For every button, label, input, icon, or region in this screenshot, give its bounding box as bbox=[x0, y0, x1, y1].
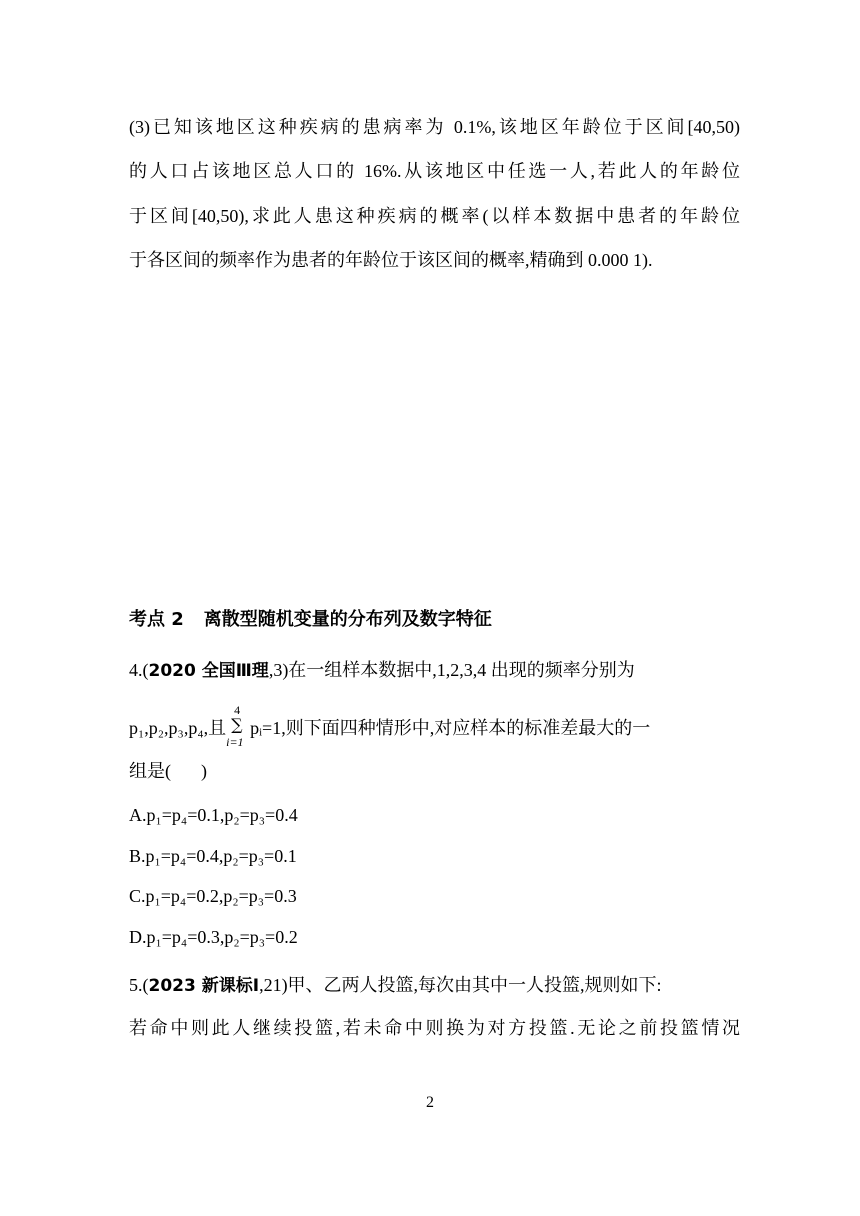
q4-after-sum: pᵢ=1,则下面四种情形中,对应样本的标准差最大的一 bbox=[250, 718, 651, 738]
question-5-line-1 bbox=[129, 973, 662, 998]
question-4-line-1 bbox=[129, 658, 635, 683]
option-b: B.p₁=p₄=0.4,p₂=p₃=0.1 bbox=[129, 846, 297, 866]
part3-line-3: 于区间[40,50),求此人患这种疾病的概率(以样本数据中患者的年龄位 bbox=[129, 206, 740, 226]
section-label: 考点 2 bbox=[129, 609, 184, 630]
section-title: 离散型随机变量的分布列及数字特征 bbox=[203, 609, 492, 630]
option-d: D.p₁=p₄=0.3,p₂=p₃=0.2 bbox=[129, 927, 298, 947]
option-c: C.p₁=p₄=0.2,p₂=p₃=0.3 bbox=[129, 886, 297, 906]
part3-line-1: (3)已知该地区这种疾病的患病率为 0.1%,该地区年龄位于区间[40,50) bbox=[129, 117, 740, 137]
q4-source-tail: ,3)在一组样本数据中,1,2,3,4 出现的频率分别为 bbox=[268, 660, 635, 680]
q4-p-list: p₁,p₂,p₃,p₄,且 bbox=[129, 718, 227, 738]
q4-prefix: 4.( bbox=[129, 660, 149, 680]
sum-lower-limit: i=1 bbox=[226, 735, 244, 749]
question-5-line-2: 若命中则此人继续投篮,若未命中则换为对方投篮.无论之前投篮情况 bbox=[129, 1018, 740, 1038]
q5-source: 2023 新课标Ⅰ bbox=[148, 976, 260, 996]
q5-prefix: 5.( bbox=[129, 975, 149, 995]
page-number: 2 bbox=[426, 1094, 434, 1111]
sum-upper-limit: 4 bbox=[234, 703, 241, 717]
summation bbox=[226, 703, 250, 749]
question-4-line-3 bbox=[129, 759, 207, 783]
section-heading bbox=[129, 608, 492, 632]
q4-line3-close: ) bbox=[201, 761, 207, 781]
part3-line-2: 的人口占该地区总人口的 16%.从该地区中任选一人,若此人的年龄位 bbox=[129, 161, 740, 181]
option-a: A.p₁=p₄=0.1,p₂=p₃=0.4 bbox=[129, 805, 298, 825]
q5-source-tail: ,21)甲、乙两人投篮,每次由其中一人投篮,规则如下: bbox=[259, 975, 662, 995]
sum-symbol: ∑ bbox=[231, 715, 243, 734]
question-4-line-2 bbox=[129, 703, 651, 749]
q4-line3-text: 组是( bbox=[129, 761, 171, 781]
q4-source: 2020 全国Ⅲ理 bbox=[148, 661, 269, 681]
part3-line-4: 于各区间的频率作为患者的年龄位于该区间的概率,精确到 0.000 1). bbox=[129, 250, 653, 270]
